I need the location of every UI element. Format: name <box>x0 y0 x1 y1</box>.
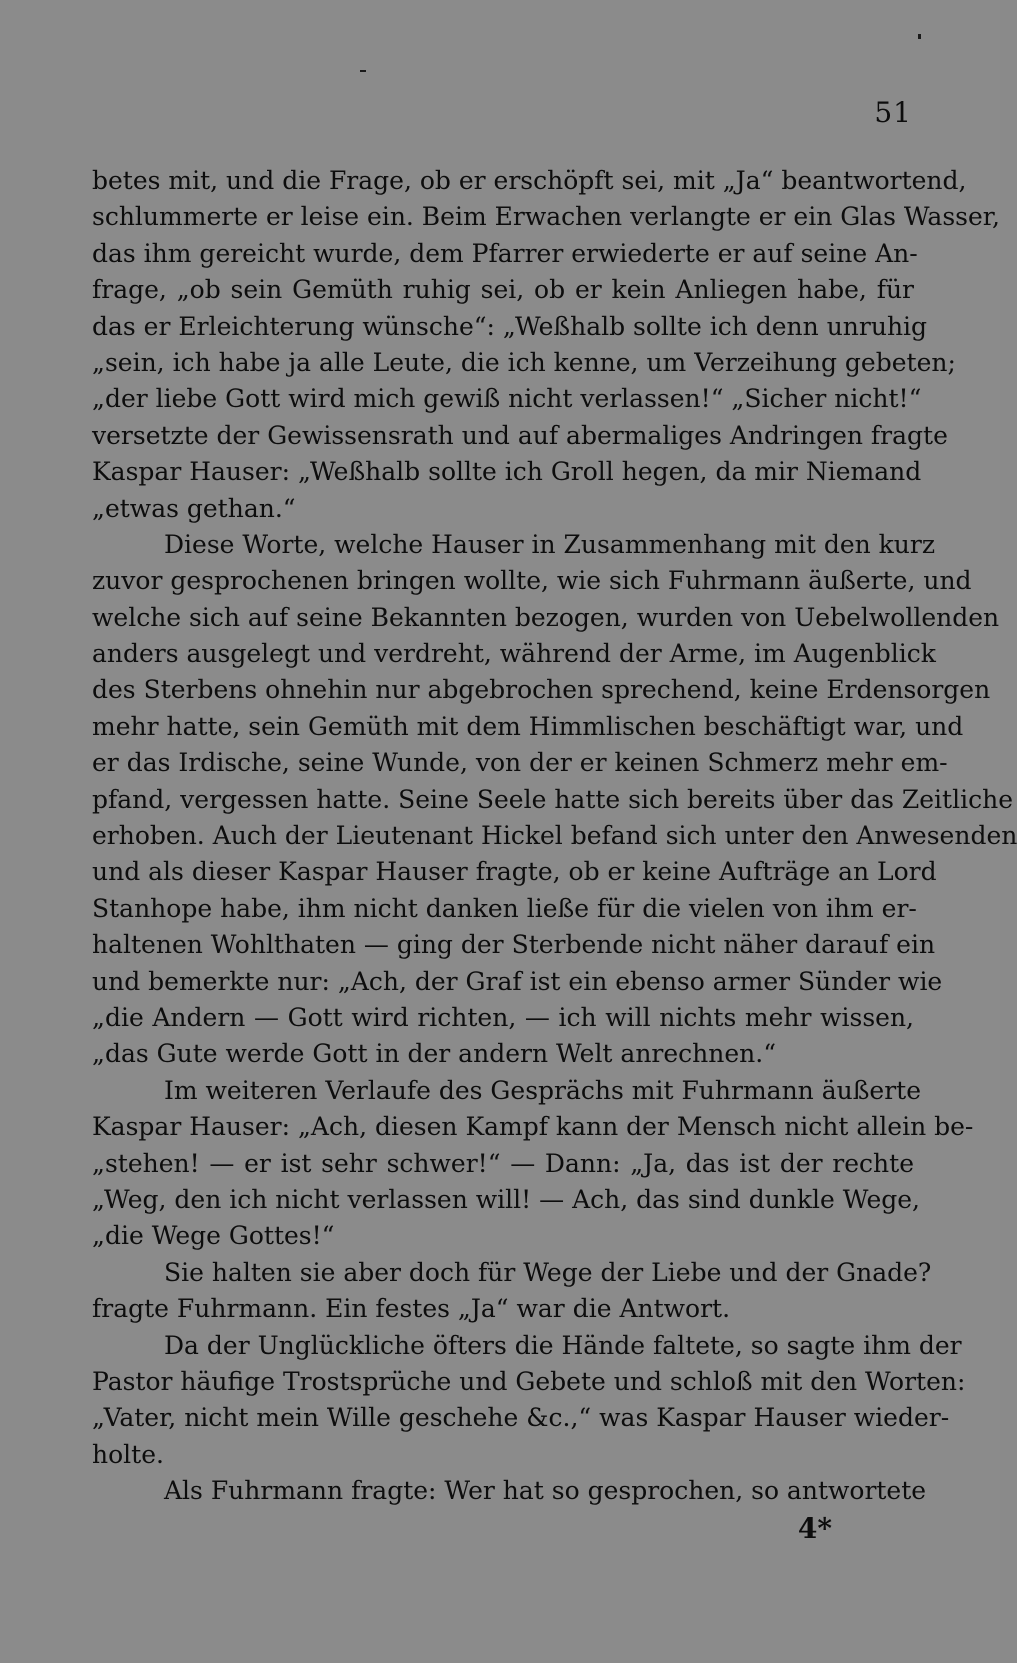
scan-speck <box>360 70 366 72</box>
text-line: „das Gute werde Gott in der andern Welt anrechnen.“ <box>92 1039 777 1069</box>
text-line: mehr hatte, sein Gemüth mit dem Himmlischen beschäftigt war, und <box>92 711 964 741</box>
text-line: Pastor häufige Trostsprüche und Gebete und schloß mit den Worten: <box>92 1366 966 1396</box>
text-line: zuvor gesprochenen bringen wollte, wie sich Fuhrmann äußerte, und <box>92 566 972 596</box>
text-line: „Vater, nicht mein Wille geschehe &c.,“ was Kaspar Hauser wieder- <box>92 1403 950 1433</box>
text-line: des Sterbens ohnehin nur abgebrochen sprechend, keine Erdensorgen <box>92 675 991 705</box>
text-line: „die Wege Gottes!“ <box>92 1221 335 1251</box>
text-line: pfand, vergessen hatte. Seine Seele hatte sich bereits über das Zeitliche <box>92 784 1013 814</box>
text-line: Kaspar Hauser: „Weßhalb sollte ich Groll hegen, da mir Niemand <box>92 457 922 487</box>
paragraph-start-line: Sie halten sie aber doch für Wege der Liebe und der Gnade? <box>164 1257 932 1287</box>
paragraph-start-line: Da der Unglückliche öfters die Hände faltete, so sagte ihm der <box>164 1330 962 1360</box>
text-line: er das Irdische, seine Wunde, von der er keinen Schmerz mehr em- <box>92 748 948 778</box>
paragraph-start-line: Diese Worte, welche Hauser in Zusammenhang mit den kurz <box>164 529 936 559</box>
text-line: welche sich auf seine Bekannten bezogen, wurden von Uebelwollenden <box>92 602 1000 632</box>
text-line: holte. <box>92 1439 164 1469</box>
text-line: und bemerkte nur: „Ach, der Graf ist ein ebenso armer Sünder wie <box>92 966 943 996</box>
text-line: „sein, ich habe ja alle Leute, die ich kenne, um Verzeihung gebeten; <box>92 347 956 377</box>
text-line: „der liebe Gott wird mich gewiß nicht verlassen!“ „Sicher nicht!“ <box>92 384 922 414</box>
text-line: versetzte der Gewissensrath und auf abermaliges Andringen fragte <box>92 420 948 450</box>
text-line: Stanhope habe, ihm nicht danken ließe für die vielen von ihm er- <box>92 893 917 923</box>
text-line: betes mit, und die Frage, ob er erschöpft sei, mit „Ja“ beantwortend, <box>92 166 967 195</box>
text-line: das ihm gereicht wurde, dem Pfarrer erwiederte er auf seine An- <box>92 238 918 268</box>
scan-speck <box>918 34 921 39</box>
paragraph-start-line: Im weiteren Verlaufe des Gesprächs mit Fuhrmann äußerte <box>164 1075 922 1105</box>
text-line: „die Andern — Gott wird richten, — ich will nichts mehr wissen, <box>92 1002 914 1032</box>
text-line: anders ausgelegt und verdreht, während der Arme, im Augenblick <box>92 639 936 669</box>
paragraph-start-line: Als Fuhrmann fragte: Wer hat so gesprochen, so antwortete <box>164 1476 927 1506</box>
signature-mark: 4* <box>797 1512 832 1545</box>
page-number: 51 <box>874 96 912 129</box>
text-line: Kaspar Hauser: „Ach, diesen Kampf kann der Mensch nicht allein be- <box>92 1112 974 1142</box>
text-line: erhoben. Auch der Lieutenant Hickel befand sich unter den Anwesenden <box>92 821 1017 851</box>
text-line: frage, „ob sein Gemüth ruhig sei, ob er kein Anliegen habe, für <box>92 275 914 305</box>
text-line: schlummerte er leise ein. Beim Erwachen verlangte er ein Glas Wasser, <box>92 202 1000 232</box>
text-line: fragte Fuhrmann. Ein festes „Ja“ war die Antwort. <box>92 1294 731 1324</box>
text-line: das er Erleichterung wünsche“: „Weßhalb sollte ich denn unruhig <box>92 311 928 341</box>
text-line: „stehen! — er ist sehr schwer!“ — Dann: „Ja, das ist der rechte <box>92 1148 914 1178</box>
text-line: „Weg, den ich nicht verlassen will! — Ach, das sind dunkle Wege, <box>92 1184 920 1214</box>
text-line: haltenen Wohlthaten — ging der Sterbende nicht näher darauf ein <box>92 930 936 960</box>
body-text <box>92 163 1017 1509</box>
text-line: und als dieser Kaspar Hauser fragte, ob er keine Aufträge an Lord <box>92 857 937 887</box>
text-line: „etwas gethan.“ <box>92 493 296 523</box>
